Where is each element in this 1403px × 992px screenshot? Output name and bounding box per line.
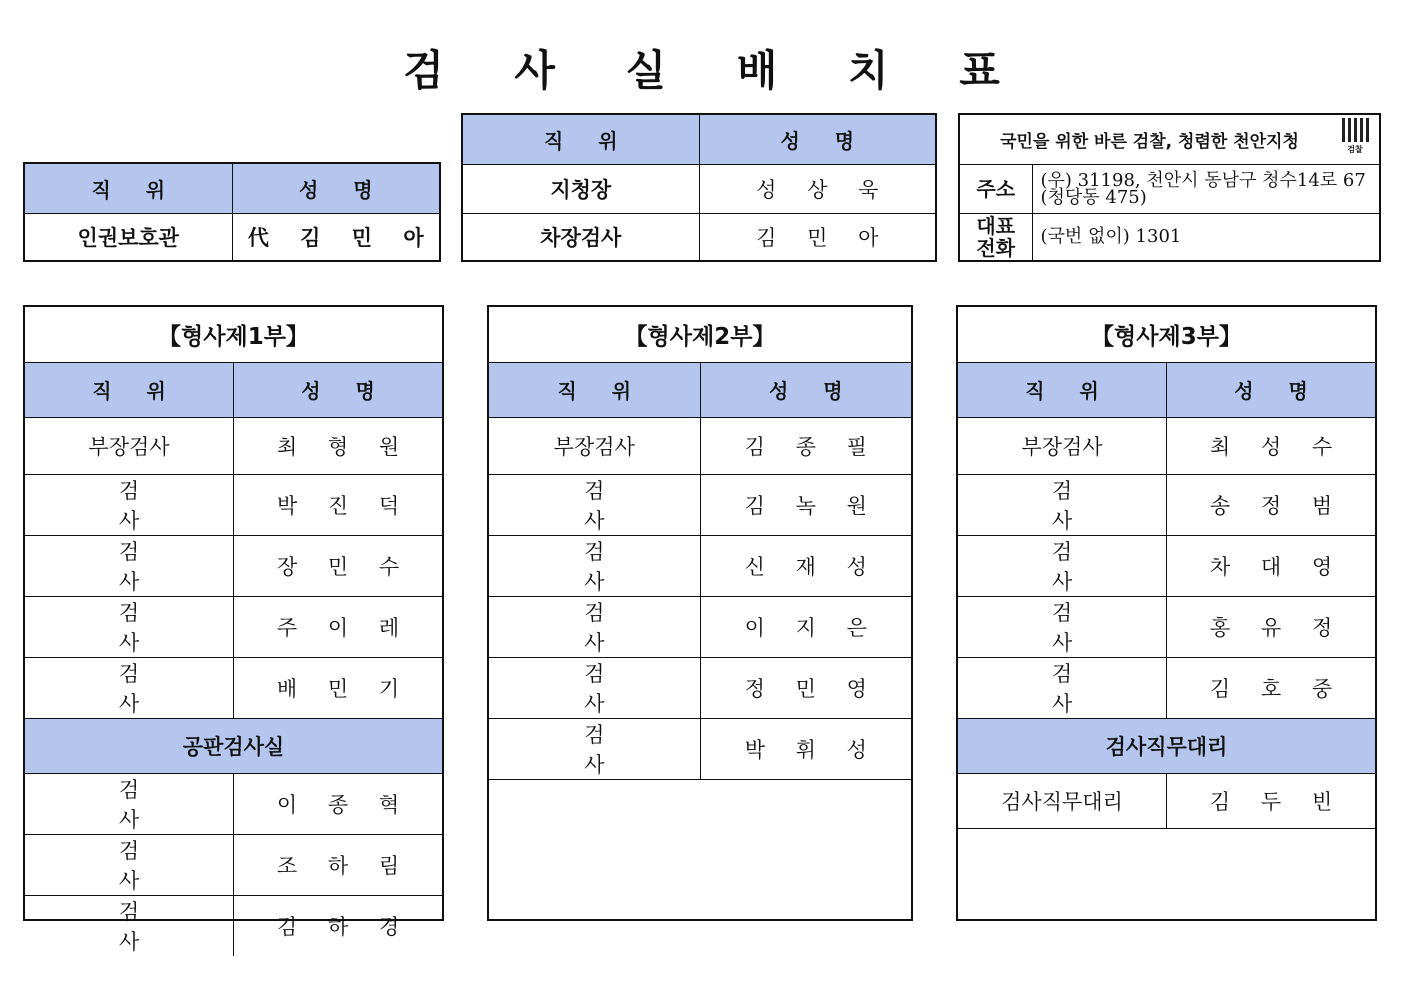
name-cell: 장 민 수 (234, 535, 443, 596)
name-header: 성 명 (1167, 362, 1376, 417)
name-cell: 성 상 욱 (699, 164, 935, 213)
name-cell: 신 재 성 (700, 535, 911, 596)
name-cell: 김 종 필 (700, 417, 911, 474)
empty-area (489, 779, 911, 919)
position-cell: 부장검사 (958, 417, 1167, 474)
name-header: 성 명 (699, 115, 935, 164)
page-title: 검 사 실 배 치 표 (403, 46, 1028, 95)
address-value: (우) 31198, 천안시 동남구 청수14로 67 (청당동 475) (1032, 164, 1379, 213)
dept-title: 【형사제1부】 (25, 307, 442, 362)
name-cell: 이 종 혁 (234, 773, 443, 834)
position-header: 직 위 (25, 362, 234, 417)
name-cell: 홍 유 정 (1167, 596, 1376, 657)
position-header: 직 위 (463, 115, 699, 164)
position-header: 직 위 (25, 164, 232, 213)
name-cell: 김 하 경 (234, 895, 443, 956)
position-cell: 인권보호관 (25, 213, 232, 260)
human-rights-table (23, 162, 441, 262)
sub-section-title: 검사직무대리 (958, 718, 1375, 773)
name-cell: 박 휘 성 (700, 718, 911, 779)
position-header: 직 위 (489, 362, 700, 417)
position-cell: 지청장 (463, 164, 699, 213)
name-cell: 최 성 수 (1167, 417, 1376, 474)
name-cell: 송 정 범 (1167, 474, 1376, 535)
dept2-table (487, 305, 913, 921)
position-cell: 차장검사 (463, 213, 699, 260)
sub-section-title: 공판검사실 (25, 718, 442, 773)
position-cell: 검 사 (489, 657, 700, 718)
name-cell: 김 호 중 (1167, 657, 1376, 718)
name-header: 성 명 (232, 164, 439, 213)
name-header: 성 명 (234, 362, 443, 417)
office-info-table (958, 113, 1381, 262)
name-cell: 주 이 레 (234, 596, 443, 657)
name-cell: 박 진 덕 (234, 474, 443, 535)
position-cell: 검 사 (489, 535, 700, 596)
dept-title: 【형사제3부】 (958, 307, 1375, 362)
position-cell: 검 사 (25, 657, 234, 718)
name-cell: 최 형 원 (234, 417, 443, 474)
address-label: 주소 (960, 164, 1032, 213)
position-cell: 검 사 (489, 474, 700, 535)
name-cell: 정 민 영 (700, 657, 911, 718)
position-cell: 검 사 (489, 596, 700, 657)
phone-label: 대표 전화 (960, 213, 1032, 260)
position-cell: 검 사 (958, 596, 1167, 657)
slogan-cell (960, 115, 1379, 164)
position-cell: 검 사 (25, 773, 234, 834)
position-cell: 검사직무대리 (958, 773, 1167, 828)
position-cell: 부장검사 (25, 417, 234, 474)
name-cell: 代 김 민 아 (232, 213, 439, 260)
name-cell: 이 지 은 (700, 596, 911, 657)
name-cell: 김 두 빈 (1167, 773, 1376, 828)
name-cell: 김 녹 원 (700, 474, 911, 535)
name-cell: 조 하 림 (234, 834, 443, 895)
position-cell: 검 사 (25, 474, 234, 535)
position-cell: 검 사 (25, 535, 234, 596)
position-header: 직 위 (958, 362, 1167, 417)
position-cell: 부장검사 (489, 417, 700, 474)
phone-value: (국번 없이) 1301 (1032, 213, 1379, 260)
name-cell: 김 민 아 (699, 213, 935, 260)
dept3-table (956, 305, 1377, 921)
dept1-table (23, 305, 444, 954)
position-cell: 검 사 (25, 834, 234, 895)
name-cell: 배 민 기 (234, 657, 443, 718)
name-cell: 차 대 영 (1167, 535, 1376, 596)
empty-area (958, 828, 1375, 919)
slogan-text: 국민을 위한 바른 검찰, 청렴한 천안지청 (1000, 131, 1299, 152)
name-header: 성 명 (700, 362, 911, 417)
position-cell: 검 사 (25, 895, 234, 956)
position-cell: 검 사 (25, 596, 234, 657)
leadership-table (461, 113, 937, 262)
prosecution-logo (1337, 118, 1373, 162)
position-cell: 검 사 (958, 535, 1167, 596)
dept-title: 【형사제2부】 (489, 307, 911, 362)
position-cell: 검 사 (958, 657, 1167, 718)
position-cell: 검 사 (489, 718, 700, 779)
position-cell: 검 사 (958, 474, 1167, 535)
logo-text: 검찰 (1347, 144, 1363, 154)
